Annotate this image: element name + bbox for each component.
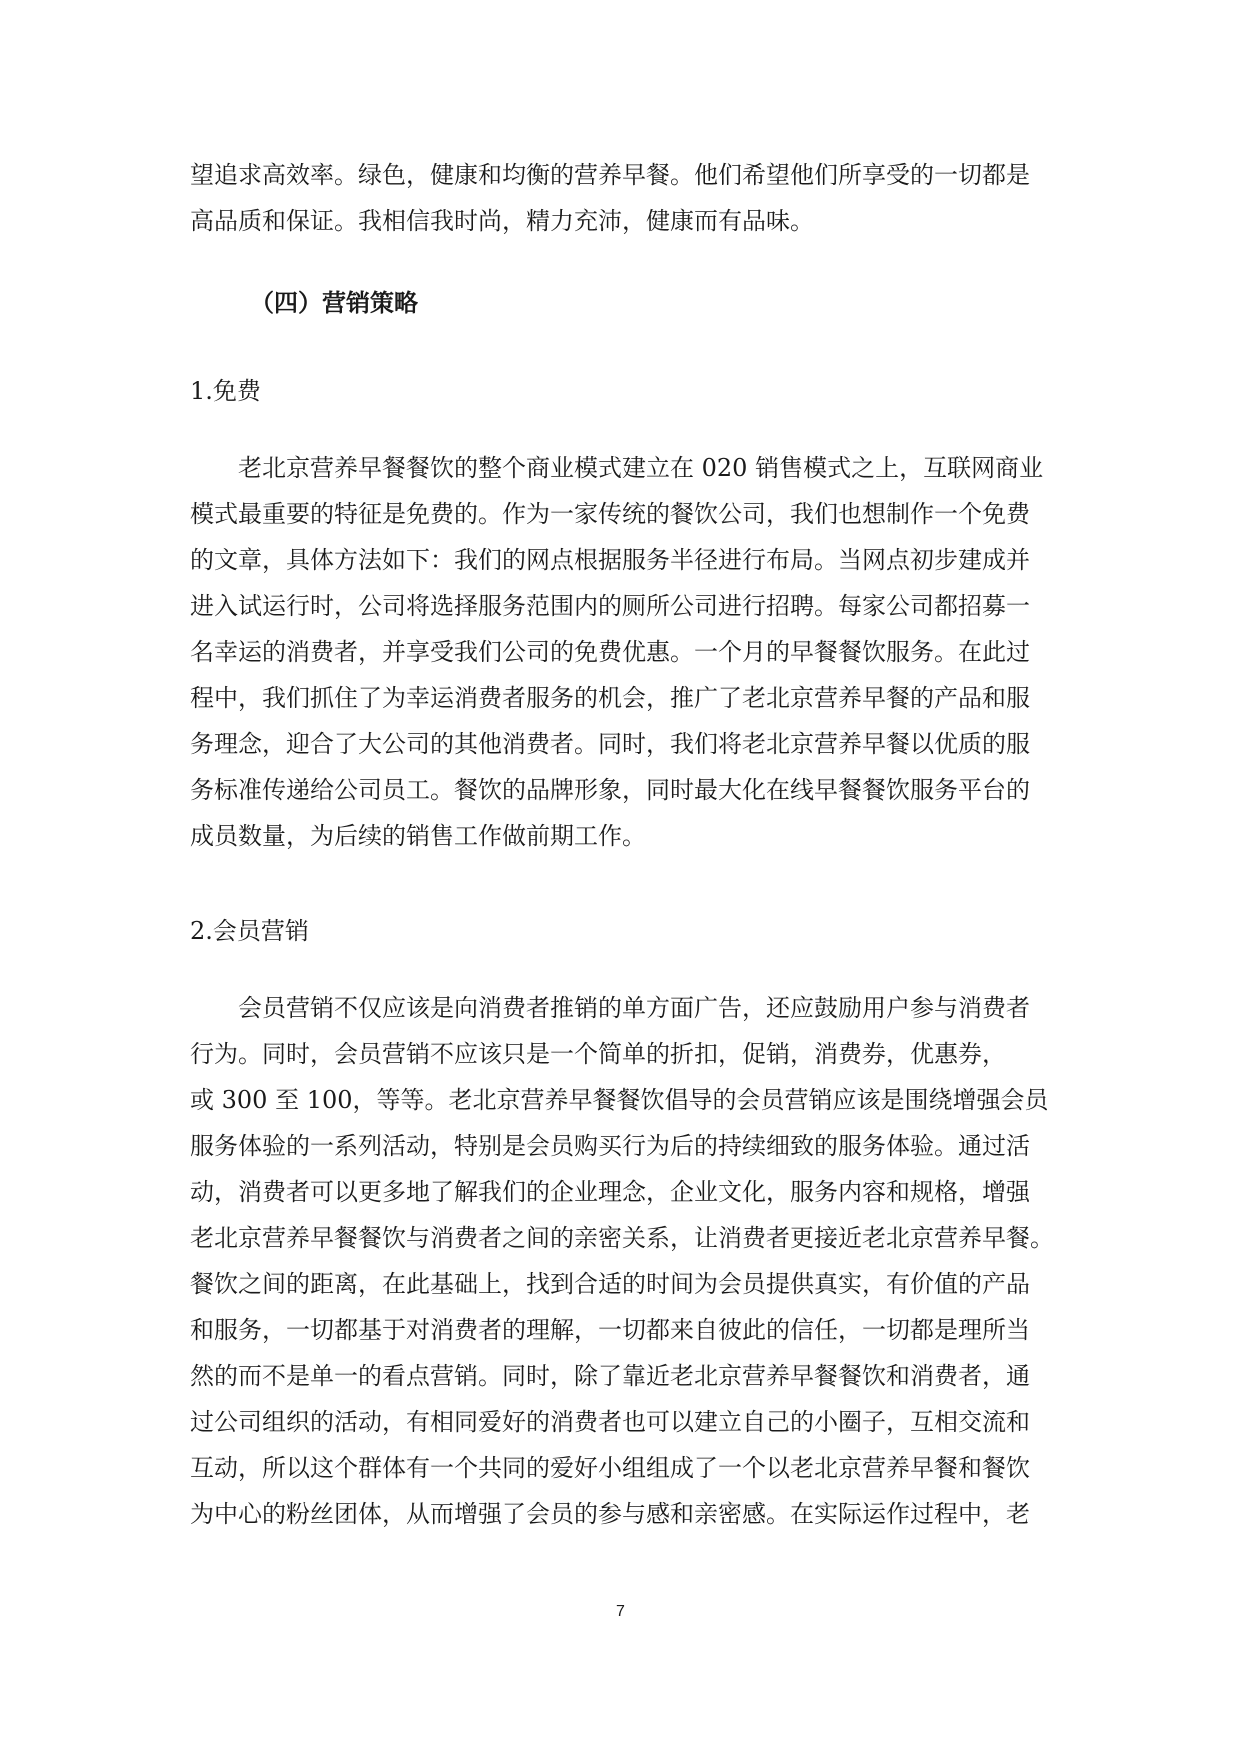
- page-number: 7: [616, 1603, 625, 1620]
- paragraph-line: 程中，我们抓住了为幸运消费者服务的机会，推广了老北京营养早餐的产品和服: [190, 684, 1030, 712]
- paragraph-line: 会员营销不仅应该是向消费者推销的单方面广告，还应鼓励用户参与消费者: [190, 994, 1030, 1022]
- paragraph-line: 行为。同时，会员营销不应该只是一个简单的折扣，促销，消费券，优惠券，: [190, 1040, 1006, 1068]
- paragraph-line: 老北京营养早餐餐饮与消费者之间的亲密关系，让消费者更接近老北京营养早餐。: [190, 1224, 1054, 1252]
- paragraph-line: 然的而不是单一的看点营销。同时，除了靠近老北京营养早餐餐饮和消费者，通: [190, 1362, 1030, 1390]
- paragraph-line: 或 300 至 100，等等。老北京营养早餐餐饮倡导的会员营销应该是围绕增强会员: [190, 1086, 1049, 1114]
- paragraph-line: 服务体验的一系列活动，特别是会员购买行为后的持续细致的服务体验。通过活: [190, 1132, 1030, 1160]
- membership-paragraph: [190, 985, 1054, 1537]
- paragraph-line: 务理念，迎合了大公司的其他消费者。同时，我们将老北京营养早餐以优质的服: [190, 730, 1030, 758]
- subsection-title-free: 1.免费: [190, 377, 261, 405]
- paragraph-line: 的文章，具体方法如下：我们的网点根据服务半径进行布局。当网点初步建成并: [190, 546, 1030, 574]
- paragraph-line: 高品质和保证。我相信我时尚，精力充沛，健康而有品味。: [190, 207, 814, 235]
- section-heading: （四）营销策略: [250, 289, 418, 317]
- paragraph-line: 餐饮之间的距离，在此基础上，找到合适的时间为会员提供真实，有价值的产品: [190, 1270, 1030, 1298]
- paragraph-line: 互动，所以这个群体有一个共同的爱好小组组成了一个以老北京营养早餐和餐饮: [190, 1454, 1030, 1482]
- paragraph-line: 过公司组织的活动，有相同爱好的消费者也可以建立自己的小圈子，互相交流和: [190, 1408, 1030, 1436]
- intro-paragraph: [190, 152, 1050, 244]
- paragraph-line: 模式最重要的特征是免费的。作为一家传统的餐饮公司，我们也想制作一个免费: [190, 500, 1030, 528]
- paragraph-line: 望追求高效率。绿色，健康和均衡的营养早餐。他们希望他们所享受的一切都是: [190, 161, 1030, 189]
- paragraph-line: 老北京营养早餐餐饮的整个商业模式建立在 020 销售模式之上，互联网商业: [190, 454, 1044, 482]
- paragraph-line: 成员数量，为后续的销售工作做前期工作。: [190, 822, 646, 850]
- free-paragraph: [190, 445, 1050, 859]
- paragraph-line: 务标准传递给公司员工。餐饮的品牌形象，同时最大化在线早餐餐饮服务平台的: [190, 776, 1030, 804]
- subsection-title-membership: 2.会员营销: [190, 917, 309, 945]
- paragraph-line: 和服务，一切都基于对消费者的理解，一切都来自彼此的信任，一切都是理所当: [190, 1316, 1030, 1344]
- paragraph-line: 动，消费者可以更多地了解我们的企业理念，企业文化，服务内容和规格，增强: [190, 1178, 1030, 1206]
- paragraph-line: 进入试运行时，公司将选择服务范围内的厕所公司进行招聘。每家公司都招募一: [190, 592, 1030, 620]
- paragraph-line: 名幸运的消费者，并享受我们公司的免费优惠。一个月的早餐餐饮服务。在此过: [190, 638, 1030, 666]
- paragraph-line: 为中心的粉丝团体，从而增强了会员的参与感和亲密感。在实际运作过程中，老: [190, 1500, 1030, 1528]
